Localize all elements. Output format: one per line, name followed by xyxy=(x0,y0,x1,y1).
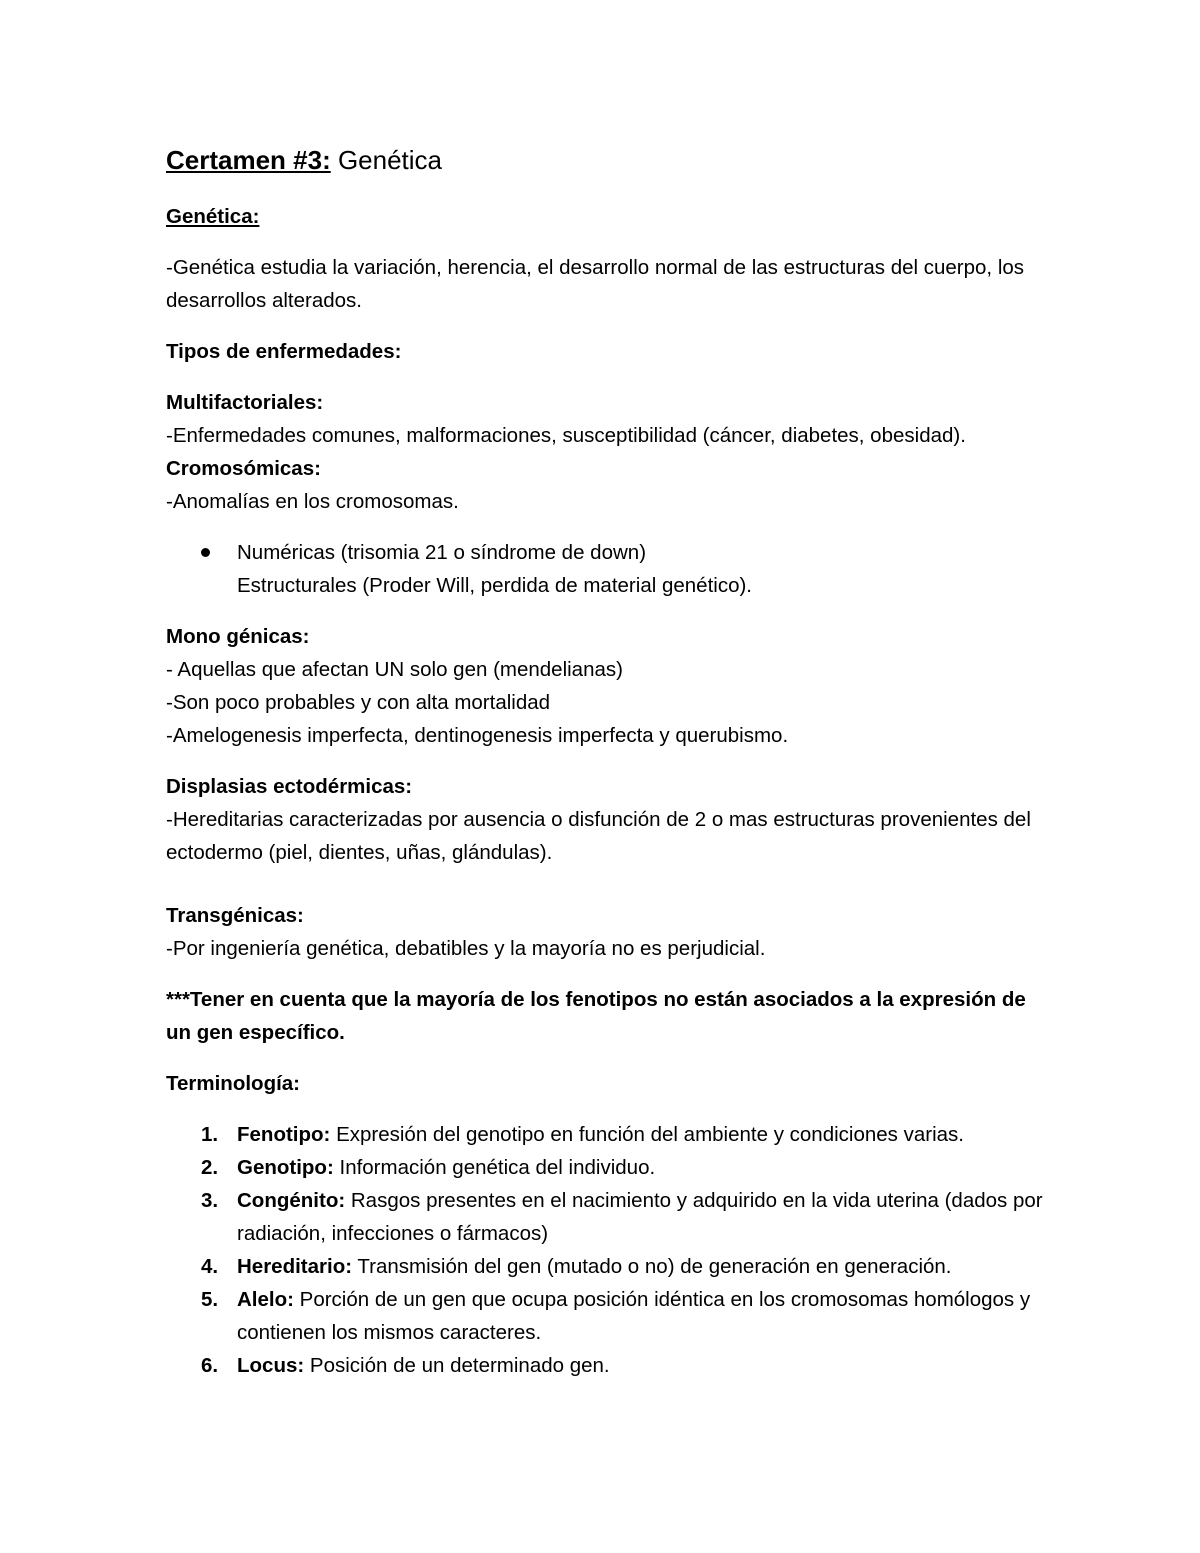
monogenicas-line: -Son poco probables y con alta mortalidad xyxy=(166,691,551,714)
heading-terminologia: Terminología: xyxy=(166,1072,301,1095)
term-definition: Porción de un gen que ocupa posición idéntica en los cromosomas homólogos y contienen los mismos caracteres. xyxy=(237,1288,1031,1344)
list-item xyxy=(166,1283,1046,1349)
terminology-list xyxy=(166,1118,1046,1382)
term-label: Congénito: xyxy=(237,1189,346,1212)
cromosomicas-text: -Anomalías en los cromosomas. xyxy=(166,490,459,513)
bullet-line-numericas: Numéricas (trisomia 21 o síndrome de down) xyxy=(237,541,647,564)
item-number: 6. xyxy=(201,1354,219,1377)
term-label: Alelo: xyxy=(237,1288,294,1311)
page-title xyxy=(166,140,1046,180)
intro-text: -Genética estudia la variación, herencia, el desarrollo normal de las estructuras del cuerpo, los desarrollos alterados. xyxy=(166,256,1025,312)
item-number: 3. xyxy=(201,1189,219,1212)
term-definition: Posición de un determinado gen. xyxy=(304,1354,610,1377)
term-label: Locus: xyxy=(237,1354,305,1377)
list-item xyxy=(166,1250,1046,1283)
list-item xyxy=(166,1349,1046,1382)
heading-displasias: Displasias ectodérmicas: xyxy=(166,775,413,798)
monogenicas-line: -Amelogenesis imperfecta, dentinogenesis imperfecta y querubismo. xyxy=(166,724,789,747)
bullet-line-estructurales: Estructurales (Proder Will, perdida de material genético). xyxy=(237,574,752,597)
title-underlined: Certamen #3: xyxy=(166,145,331,175)
list-item xyxy=(166,1151,1046,1184)
term-label: Genotipo: xyxy=(237,1156,334,1179)
list-item xyxy=(166,536,1046,602)
multifactoriales-text: -Enfermedades comunes, malformaciones, susceptibilidad (cáncer, diabetes, obesidad). xyxy=(166,424,966,447)
section-heading-genetica: Genética: xyxy=(166,205,260,228)
heading-cromosomicas: Cromosómicas: xyxy=(166,457,321,480)
heading-monogenicas: Mono génicas: xyxy=(166,625,310,648)
term-definition: Transmisión del gen (mutado o no) de generación en generación. xyxy=(352,1255,952,1278)
transgenicas-text: -Por ingeniería genética, debatibles y la mayoría no es perjudicial. xyxy=(166,937,766,960)
term-label: Hereditario: xyxy=(237,1255,353,1278)
title-subject: Genética xyxy=(330,145,443,175)
item-number: 4. xyxy=(201,1255,219,1278)
important-note: ***Tener en cuenta que la mayoría de los fenotipos no están asociados a la expresión de un gen específico. xyxy=(166,988,1026,1044)
term-definition: Expresión del genotipo en función del ambiente y condiciones varias. xyxy=(330,1123,964,1146)
monogenicas-line: - Aquellas que afectan UN solo gen (mendelianas) xyxy=(166,658,623,681)
document-body xyxy=(166,140,1046,1382)
item-number: 5. xyxy=(201,1288,219,1311)
term-definition: Rasgos presentes en el nacimiento y adquirido en la vida uterina (dados por radiación, infecciones o fármacos) xyxy=(237,1189,1043,1245)
bullet-icon xyxy=(201,548,210,557)
section-heading-tipos: Tipos de enfermedades: xyxy=(166,340,402,363)
item-number: 2. xyxy=(201,1156,219,1179)
term-label: Fenotipo: xyxy=(237,1123,331,1146)
heading-transgenicas: Transgénicas: xyxy=(166,904,304,927)
list-item xyxy=(166,1184,1046,1250)
item-number: 1. xyxy=(201,1123,219,1146)
displasias-text: -Hereditarias caracterizadas por ausencia o disfunción de 2 o mas estructuras provenientes del ectodermo (piel, dientes, uñas, glándulas). xyxy=(166,808,1031,864)
term-definition: Información genética del individuo. xyxy=(333,1156,656,1179)
list-item xyxy=(166,1118,1046,1151)
cromosomicas-bullet-list xyxy=(166,536,1046,602)
heading-multifactoriales: Multifactoriales: xyxy=(166,391,324,414)
